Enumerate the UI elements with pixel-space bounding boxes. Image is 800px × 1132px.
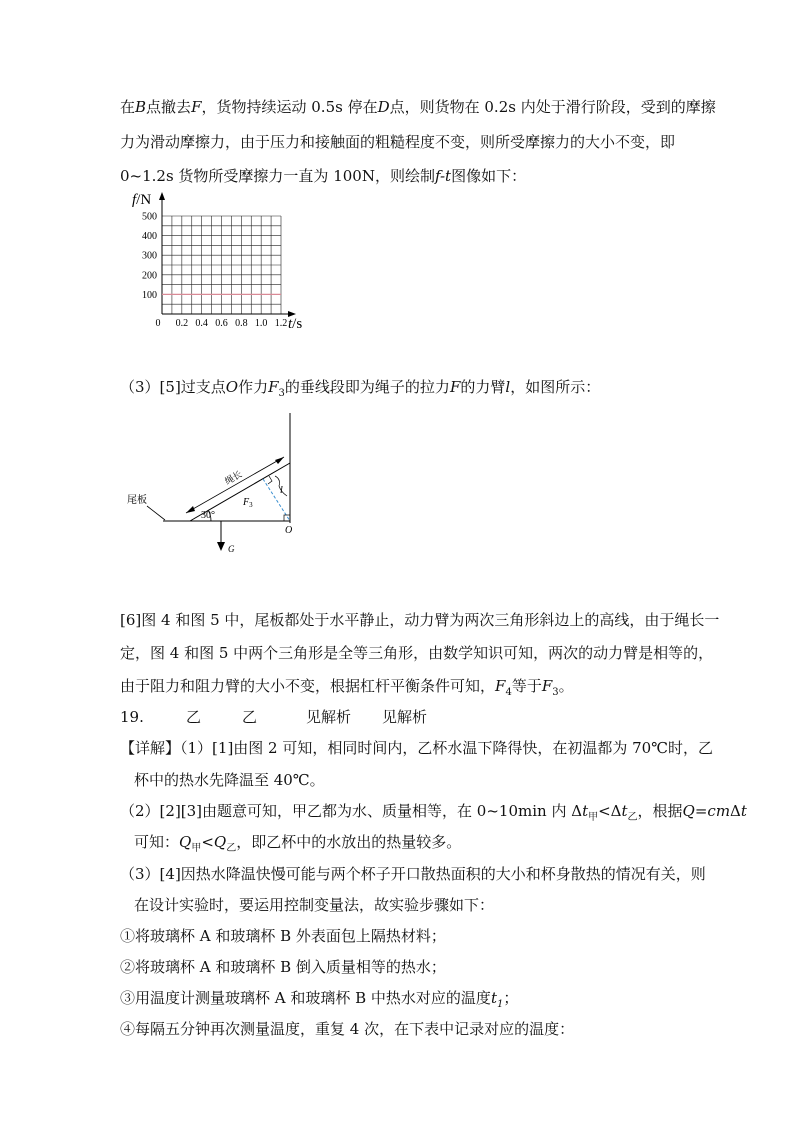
x-tick-label: 1.2 <box>274 318 288 329</box>
gravity-arrow-head <box>217 542 225 551</box>
answer-2: 乙 <box>242 708 258 726</box>
var-o: O <box>225 378 239 396</box>
var-l: l <box>505 378 511 396</box>
y-label-var: f <box>132 192 137 208</box>
para3-line3 <box>120 676 574 703</box>
text: 。 <box>558 677 574 695</box>
para1-line2: 力为滑动摩擦力，由于压力和接触面的粗糙程度不变，则所受摩擦力的大小不变，即 <box>120 133 676 151</box>
rope-length-arrow <box>186 457 284 513</box>
var-ft: f-t <box>434 167 452 185</box>
step-2: ②将玻璃杯 A 和玻璃杯 B 倒入质量相等的热水； <box>120 958 446 976</box>
f3-label <box>242 497 253 509</box>
para2-line1 <box>120 377 600 404</box>
detail-line6: 在设计实验时，要运用控制变量法，故实验步骤如下： <box>134 896 495 914</box>
x-tick-label: 1.0 <box>254 318 268 329</box>
text: 图像如下： <box>451 167 527 185</box>
text: 0~1.2s 货物所受摩擦力一直为 100N，则绘制 <box>120 167 435 185</box>
question-number: 19. <box>120 708 144 726</box>
var-f: F <box>541 677 553 695</box>
subscript: 乙 <box>627 812 638 823</box>
right-angle-top <box>268 476 272 484</box>
var-f: F <box>191 98 202 116</box>
x-label-unit: /s <box>292 316 303 332</box>
detail-line5: （3）[4]因热水降温快慢可能与两个杯子开口散热面积的大小和杯身散热的情况有关，则 <box>120 865 706 883</box>
detail-line2: 杯中的热水先降温至 40℃。 <box>134 771 325 789</box>
text: （2）[2][3]由题意可知，甲乙都为水、质量相等，在 0~10min 内 Δ <box>120 802 583 820</box>
text: ； <box>503 989 519 1007</box>
text: 的垂线段即为绳子的拉力 <box>284 378 450 396</box>
step-1: ①将玻璃杯 A 和玻璃杯 B 外表面包上隔热材料； <box>120 927 446 945</box>
x-tick-label: 0.2 <box>175 318 189 329</box>
subscript: 甲 <box>588 812 599 823</box>
text: ，如图所示： <box>510 378 601 396</box>
para1-line1 <box>120 97 716 117</box>
para1-line3 <box>120 166 526 186</box>
angle-label: 30° <box>201 510 215 521</box>
formula: Q=cm <box>682 802 731 820</box>
text: Δ <box>730 802 741 820</box>
text: 在 <box>120 98 136 116</box>
x-tick-label: 0 <box>155 318 161 329</box>
y-tick-label: 400 <box>142 231 157 243</box>
rope-label: 绳长 <box>223 468 244 487</box>
rope-arrow-head-1 <box>186 506 195 513</box>
text: ，货物持续运动 0.5s 停在 <box>201 98 378 116</box>
text: 等于 <box>511 677 542 695</box>
chart-grid <box>162 216 281 314</box>
step-3 <box>120 988 518 1015</box>
x-axis-label <box>288 316 302 332</box>
var-t: t <box>490 989 497 1007</box>
f3-var: F <box>243 497 250 508</box>
y-tick-label: 300 <box>142 250 157 262</box>
text: 点，则货物在 0.2s 内处于滑行阶段，受到的摩擦 <box>389 98 716 116</box>
text: <Δ <box>598 802 622 820</box>
subscript: 乙 <box>226 843 237 854</box>
answer-row <box>120 707 427 727</box>
step-4: ④每隔五分钟再次测量温度，重复 4 次，在下表中记录对应的温度： <box>120 1020 575 1038</box>
lever-diagram <box>125 405 315 565</box>
var-t: t <box>740 802 747 820</box>
answer-1: 乙 <box>186 708 202 726</box>
right-angle-bottom <box>284 515 290 521</box>
subscript: 3 <box>552 687 559 698</box>
x-label-var: t <box>288 316 293 332</box>
text: ，根据 <box>637 802 683 820</box>
var-b: B <box>135 98 147 116</box>
var-t: t <box>621 802 628 820</box>
subscript: 1 <box>496 999 504 1010</box>
para3-line2: 定，图 4 和图 5 中两个三角形是全等三角形，由数学知识可知，两次的动力臂是相等的， <box>120 644 714 662</box>
y-tick-label: 500 <box>142 211 157 223</box>
y-tick-labels <box>142 212 157 301</box>
var-f: F <box>268 378 279 396</box>
var-t: t <box>582 802 589 820</box>
y-label-unit: /N <box>136 192 152 208</box>
x-tick-labels <box>156 318 288 329</box>
f3-sub: 3 <box>249 501 253 509</box>
detail-line3 <box>120 801 747 828</box>
text: ③用温度计测量玻璃杯 A 和玻璃杯 B 中热水对应的温度 <box>120 989 491 1007</box>
pivot-label: O <box>285 525 293 536</box>
board-label: 尾板 <box>127 495 147 506</box>
x-tick-label: 0.4 <box>195 318 208 329</box>
y-tick-label: 100 <box>142 289 157 301</box>
text: 点撤去 <box>146 98 192 116</box>
var-d: D <box>377 98 390 116</box>
text: 可知： <box>134 833 180 851</box>
x-tick-label: 0.6 <box>215 318 228 329</box>
y-axis-arrow <box>159 192 165 200</box>
subscript: 甲 <box>191 843 202 854</box>
var-f: F <box>449 378 461 396</box>
detail-line4 <box>134 832 461 859</box>
answer-3: 见解析 <box>306 708 352 726</box>
text: （3）[5]过支点 <box>120 378 226 396</box>
l-label: l <box>280 485 283 496</box>
text: < <box>201 833 214 851</box>
var-q: Q <box>213 833 227 851</box>
text: 由于阻力和阻力臂的大小不变，根据杠杆平衡条件可知， <box>120 677 496 695</box>
text: ，即乙杯中的水放出的热量较多。 <box>236 833 462 851</box>
x-tick-label: 0.8 <box>235 318 248 329</box>
board-leader <box>147 506 165 520</box>
y-tick-label: 200 <box>142 270 157 282</box>
rope-arrow-head-2 <box>275 457 284 464</box>
var-q: Q <box>179 833 192 851</box>
subscript: 4 <box>505 687 512 698</box>
text: 作力 <box>238 378 269 396</box>
gravity-label: G <box>228 544 235 554</box>
para3-line1: [6]图 4 和图 5 中，尾板都处于水平静止，动力臂为两次三角形斜边上的高线，由于绳长一 <box>120 611 720 629</box>
answer-4: 见解析 <box>382 708 428 726</box>
text: 的力臂 <box>460 378 506 396</box>
subscript: 3 <box>278 388 285 399</box>
friction-time-chart <box>120 188 320 333</box>
var-f: F <box>495 677 506 695</box>
y-axis-label <box>132 192 151 208</box>
detail-line1: 【详解】（1）[1]由图 2 可知，相同时间内，乙杯水温下降得快，在初温都为 70℃时，乙 <box>120 739 714 757</box>
